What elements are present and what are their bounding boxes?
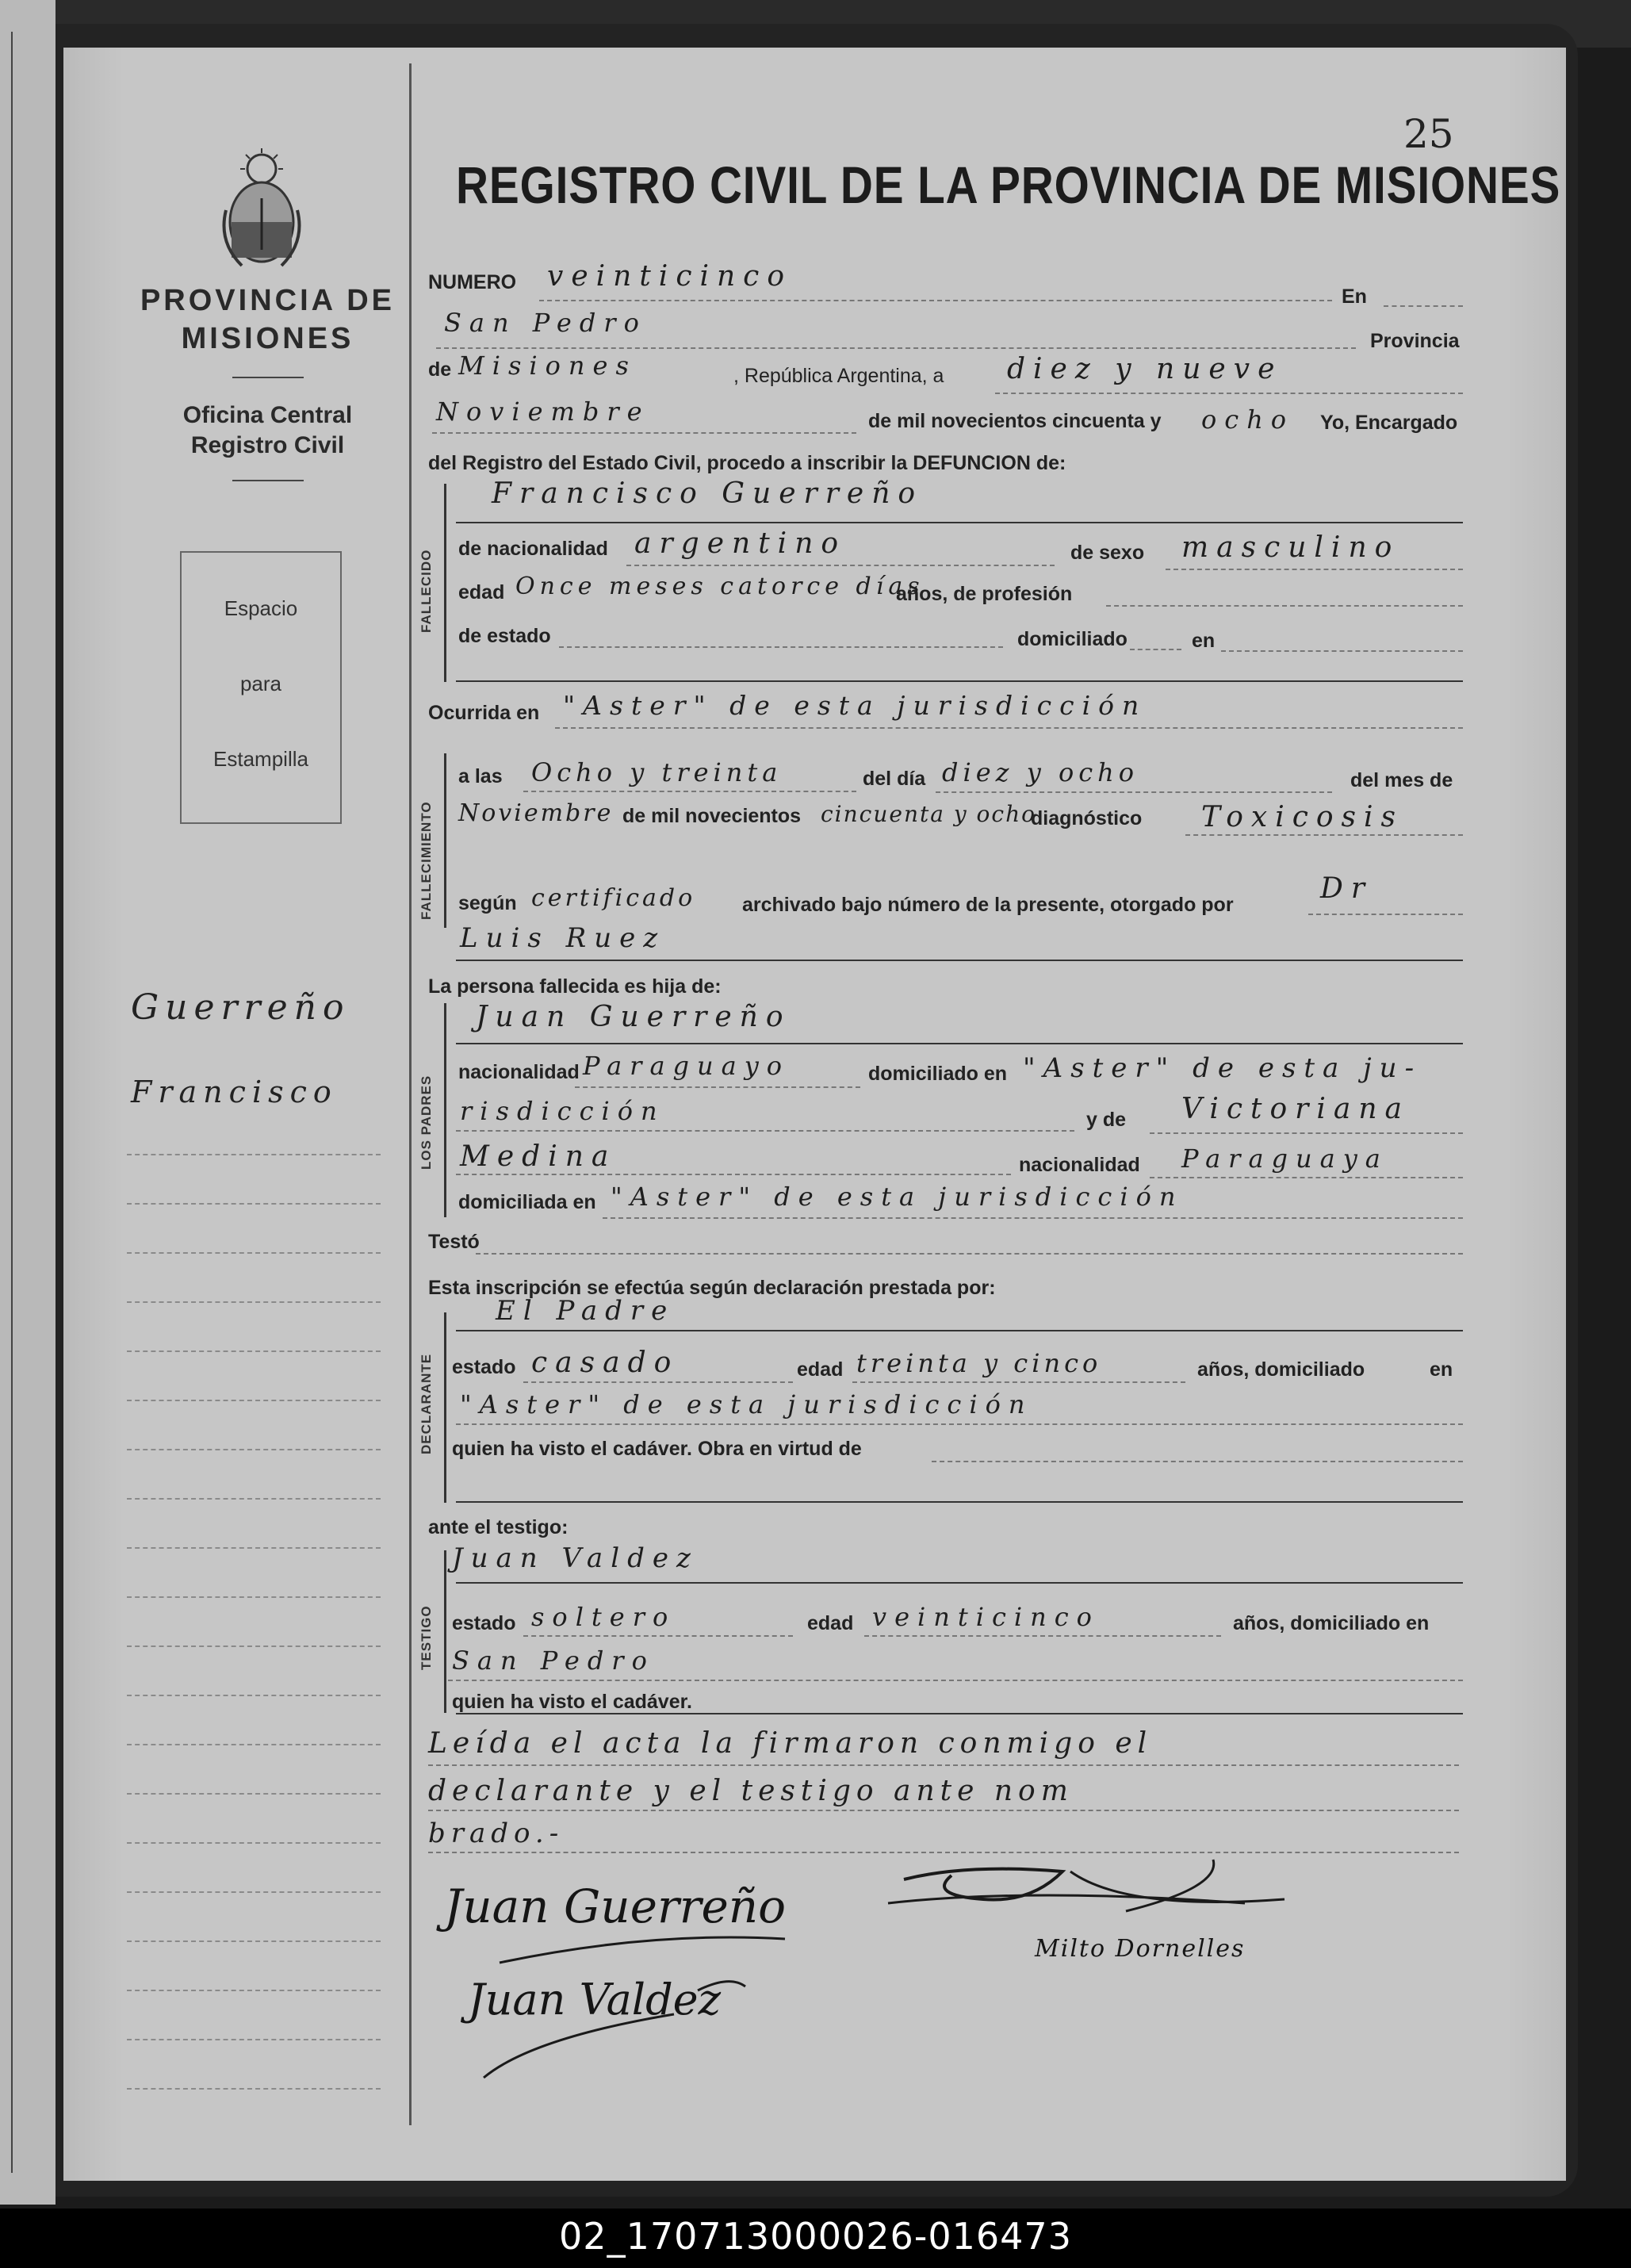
dotted-line (1106, 605, 1463, 607)
dotted-line (864, 1635, 1221, 1637)
margin-ruled-line (127, 2088, 381, 2090)
dotted-line (476, 1253, 1463, 1255)
label-edad-declarante: edad (797, 1358, 844, 1381)
margin-ruled-line (127, 1695, 381, 1696)
margin-given-name: Francisco (131, 1075, 338, 1109)
field-padre-domicilio-2: risdicción (460, 1096, 665, 1126)
dotted-line (1221, 650, 1463, 652)
field-fallecido-nombre: Francisco Guerreño (492, 477, 924, 510)
label-nacionalidad: de nacionalidad (458, 538, 608, 560)
label-ocurrida: Ocurrida en (428, 702, 540, 724)
label-sexo: de sexo (1070, 542, 1145, 564)
label-estado: de estado (458, 625, 551, 647)
label-y-de: y de (1086, 1109, 1127, 1131)
label-en: En (1342, 285, 1367, 308)
stamp-space: Espacio para Estampilla (180, 551, 342, 824)
label-encargado: Yo, Encargado (1320, 412, 1458, 434)
field-lugar: San Pedro (444, 308, 647, 338)
margin-ruled-line (127, 1400, 381, 1401)
dotted-line (626, 565, 1055, 566)
field-fallecido-sexo: masculino (1181, 531, 1400, 564)
label-cadaver-declarante: quien ha visto el cadáver. Obra en virtud de (452, 1438, 862, 1460)
label-dia: del día (863, 768, 926, 790)
margin-ruled-line (127, 1350, 381, 1352)
label-edad: edad (458, 581, 505, 603)
dotted-line (995, 393, 1463, 394)
field-dia-fallecimiento: diez y ocho (942, 757, 1139, 787)
label-diagnostico: diagnóstico (1031, 807, 1143, 829)
signature-encargado: Milto Dornelles (1035, 1935, 1246, 1963)
coat-of-arms-icon (218, 147, 305, 274)
closing-line-2: declarante y el testigo ante nom (428, 1775, 1074, 1807)
dotted-line (1166, 569, 1463, 570)
field-fallecido-nacionalidad: argentino (634, 527, 847, 560)
label-en: en (1192, 630, 1216, 652)
dotted-line (559, 646, 1003, 648)
label-estado-declarante: estado (452, 1356, 516, 1378)
margin-ruled-line (127, 1449, 381, 1450)
margin-ruled-line (127, 1301, 381, 1303)
dotted-line (1150, 1177, 1463, 1178)
margin-ruled-line (127, 1498, 381, 1500)
dotted-line (603, 1217, 1463, 1219)
label-profesion: años, de profesión (896, 583, 1073, 605)
dotted-line (575, 1086, 860, 1088)
dotted-line (523, 1381, 793, 1383)
label-edad-testigo: edad (807, 1612, 854, 1634)
label-domiciliado: domiciliado (1017, 628, 1128, 650)
dotted-line (456, 1423, 1463, 1425)
margin-ruled-line (127, 1744, 381, 1745)
label-hora: a las (458, 765, 503, 787)
dotted-line (1150, 1132, 1463, 1134)
margin-ruled-line (127, 1645, 381, 1647)
field-provincia: Misiones (458, 351, 637, 381)
label-registro: del Registro del Estado Civil, procedo a inscribir la DEFUNCION de: (428, 452, 1066, 474)
dotted-line (852, 1381, 1185, 1383)
dotted-line (436, 347, 1356, 349)
signature-padre: Juan Guerreño (444, 1879, 787, 1933)
field-numero: veinticinco (547, 260, 793, 293)
field-testigo-domicilio: San Pedro (452, 1645, 655, 1676)
side-label-padres: LOS PADRES (419, 1075, 434, 1170)
dotted-line (428, 1810, 1459, 1811)
side-label-declarante: DECLARANTE (419, 1353, 434, 1454)
label-en-declarante: en (1430, 1358, 1453, 1381)
field-mes-fallecimiento: Noviembre (458, 799, 614, 827)
field-padre-nacionalidad: Paraguayo (583, 1051, 791, 1081)
dotted-line (1130, 649, 1181, 650)
field-declarante: El Padre (496, 1295, 676, 1327)
label-de: de (428, 358, 452, 381)
label-mil: de mil novecientos cincuenta y (868, 410, 1162, 432)
field-dr: Dr (1320, 872, 1373, 905)
margin-ruled-line (127, 1891, 381, 1893)
field-testigo-estado: soltero (531, 1602, 676, 1632)
label-archivado: archivado bajo número de la presente, otorgado por (742, 894, 1234, 916)
dotted-line (448, 1680, 1463, 1681)
closing-line-3: brado.- (428, 1818, 565, 1849)
divider (232, 480, 304, 481)
label-cadaver-testigo: quien ha visto el cadáver. (452, 1691, 692, 1713)
province-heading: PROVINCIA DE MISIONES (140, 284, 396, 355)
margin-ruled-line (127, 2039, 381, 2040)
margin-ruled-line (127, 1842, 381, 1844)
dotted-line (456, 1130, 1074, 1132)
margin-ruled-line (127, 1596, 381, 1598)
dotted-line (1384, 305, 1463, 307)
margin-ruled-line (127, 1793, 381, 1795)
side-label-fallecido: FALLECIDO (419, 549, 434, 633)
dotted-line (1185, 834, 1463, 836)
margin-ruled-line (127, 1154, 381, 1155)
label-republica: , República Argentina, a (733, 365, 944, 387)
field-segun: certificado (531, 884, 696, 912)
margin-ruled-line (127, 1252, 381, 1254)
field-madre-2: Medina (460, 1140, 617, 1173)
margin-surname: Guerreño (131, 987, 350, 1028)
dotted-line (555, 727, 1463, 729)
dotted-line (539, 300, 1332, 301)
signature-testigo: Juan Valdez (468, 1975, 722, 2025)
field-diagnostico: Toxicosis (1201, 801, 1404, 833)
label-anios-testigo: años, domiciliado en (1233, 1612, 1430, 1634)
field-declarante-estado: casado (531, 1347, 680, 1379)
page-number: 25 (1403, 111, 1454, 157)
field-padre: Juan Guerreño (476, 1001, 791, 1033)
label-mes: del mes de (1350, 769, 1453, 791)
underline (456, 1330, 1463, 1331)
field-padre-domicilio-1: "Aster" de esta ju- (1023, 1052, 1422, 1084)
dotted-line (428, 1764, 1459, 1766)
label-domiciliado-en: domiciliado en (868, 1063, 1008, 1085)
margin-ruled-line (127, 1940, 381, 1942)
underline (456, 1713, 1463, 1714)
dotted-line (456, 1174, 1011, 1175)
margin-ruled-line (127, 1990, 381, 1991)
label-domiciliada-en: domiciliada en (458, 1191, 596, 1213)
dotted-line (523, 791, 856, 792)
label-numero: NUMERO (428, 271, 517, 293)
underline (456, 522, 1463, 523)
label-segun: según (458, 892, 517, 914)
filename-label: 02_170713000026-016473 (559, 2215, 1072, 2258)
field-testigo: Juan Valdez (452, 1542, 699, 1574)
side-label-fallecimiento: FALLECIMIENTO (419, 801, 434, 920)
field-testigo-edad: veinticinco (872, 1602, 1100, 1632)
field-anio: ocho (1201, 404, 1295, 435)
dotted-line (1308, 914, 1463, 915)
field-fallecido-edad: Once meses catorce días (515, 573, 925, 600)
field-mes: Noviembre (436, 397, 650, 427)
underline (456, 1582, 1463, 1584)
field-dia: diez y nueve (1007, 353, 1283, 385)
underline (456, 1501, 1463, 1503)
margin-ruled-line (127, 1547, 381, 1549)
field-medico: Luis Ruez (460, 922, 666, 954)
field-ocurrida: "Aster" de esta jurisdicción (563, 690, 1147, 721)
divider (232, 377, 304, 378)
label-estado-testigo: estado (452, 1612, 516, 1634)
label-nacionalidad-padre: nacionalidad (458, 1061, 580, 1083)
dotted-line (428, 1852, 1459, 1853)
label-anios-declarante: años, domiciliado (1197, 1358, 1365, 1381)
field-hora: Ocho y treinta (531, 757, 783, 787)
dotted-line (932, 1461, 1463, 1462)
underline (456, 1043, 1463, 1044)
closing-line-1: Leída el acta la firmaron conmigo el (428, 1727, 1153, 1760)
label-testigo: ante el testigo: (428, 1516, 569, 1538)
office-name: Oficina Central Registro Civil (182, 402, 353, 458)
margin-ruled-line (127, 1203, 381, 1205)
field-declarante-domicilio: "Aster" de esta jurisdicción (460, 1389, 1033, 1419)
field-madre-domicilio: "Aster" de esta jurisdicción (611, 1182, 1184, 1212)
underline (456, 680, 1463, 682)
label-provincia: Provincia (1370, 330, 1460, 352)
dotted-line (432, 432, 856, 434)
field-declarante-edad: treinta y cinco (856, 1348, 1102, 1378)
page-title: REGISTRO CIVIL DE LA PROVINCIA DE MISIONES (456, 155, 1561, 214)
side-label-testigo: TESTIGO (419, 1605, 434, 1670)
field-madre-nacionalidad: Paraguaya (1181, 1144, 1388, 1174)
label-testo: Testó (428, 1231, 480, 1253)
field-madre-1: Victoriana (1181, 1093, 1411, 1125)
underline (456, 960, 1463, 961)
dotted-line (523, 1635, 793, 1637)
dotted-line (936, 791, 1332, 793)
label-mil-fallecimiento: de mil novecientos (622, 805, 802, 827)
previous-page-edge (0, 0, 56, 2205)
field-anio-fallecimiento: cincuenta y ocho (821, 801, 1036, 827)
margin-rule-line (409, 63, 412, 2125)
label-hija: La persona fallecida es hija de: (428, 975, 722, 998)
label-inscripcion: Esta inscripción se efectúa según declaración prestada por: (428, 1277, 996, 1299)
label-madre-nacionalidad: nacionalidad (1019, 1154, 1140, 1176)
